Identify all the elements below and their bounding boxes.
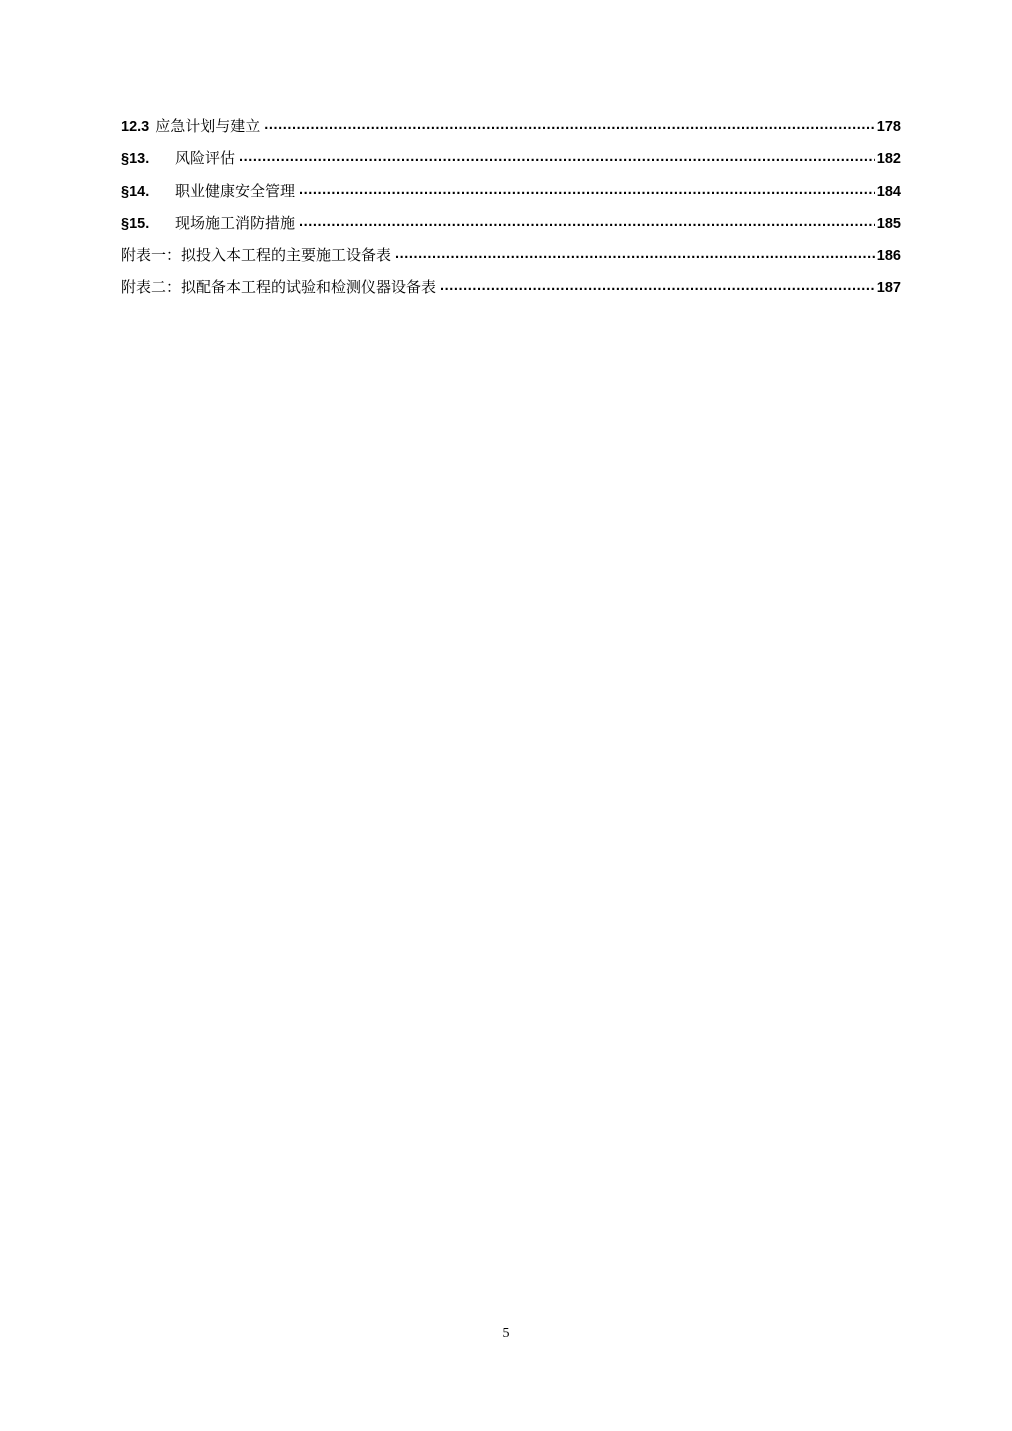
- toc-entry-title: 风险评估: [175, 149, 236, 168]
- toc-entry-title: 职业健康安全管理: [175, 181, 296, 200]
- toc-leader-dots: [440, 278, 875, 293]
- toc-entry-page: 184: [876, 183, 901, 200]
- toc-entry-page: 182: [876, 151, 901, 168]
- toc-entry-title: 附表一：拟投入本工程的主要施工设备表: [121, 246, 392, 265]
- page-number: 5: [502, 1326, 510, 1341]
- toc-entry-title: 现场施工消防措施: [175, 213, 296, 232]
- toc-entry-page: 185: [876, 215, 901, 232]
- toc-entry-number: §15.: [121, 215, 150, 232]
- toc-entry-title: 应急计划与建立: [155, 117, 261, 135]
- toc-leader-dots: [239, 149, 875, 164]
- toc-entry-page: 178: [876, 119, 901, 135]
- toc-entry-15[interactable]: [121, 212, 901, 244]
- toc-entry-12-3[interactable]: [121, 115, 901, 147]
- toc-entry-title: 附表二：拟配备本工程的试验和检测仪器设备表: [121, 278, 437, 297]
- table-of-contents: [121, 115, 901, 309]
- toc-leader-dots: [264, 117, 875, 132]
- toc-leader-dots: [299, 213, 875, 228]
- toc-entry-13[interactable]: [121, 147, 901, 179]
- toc-entry-14[interactable]: [121, 180, 901, 212]
- toc-entry-number: 12.3: [121, 119, 150, 135]
- toc-entry-appendix-1[interactable]: [121, 244, 901, 276]
- toc-entry-number: §14.: [121, 183, 150, 200]
- toc-leader-dots: [299, 181, 875, 196]
- toc-entry-page: 187: [876, 280, 901, 297]
- toc-entry-page: 186: [876, 248, 901, 265]
- toc-leader-dots: [395, 246, 875, 261]
- toc-entry-number: §13.: [121, 151, 150, 168]
- toc-entry-appendix-2[interactable]: [121, 276, 901, 308]
